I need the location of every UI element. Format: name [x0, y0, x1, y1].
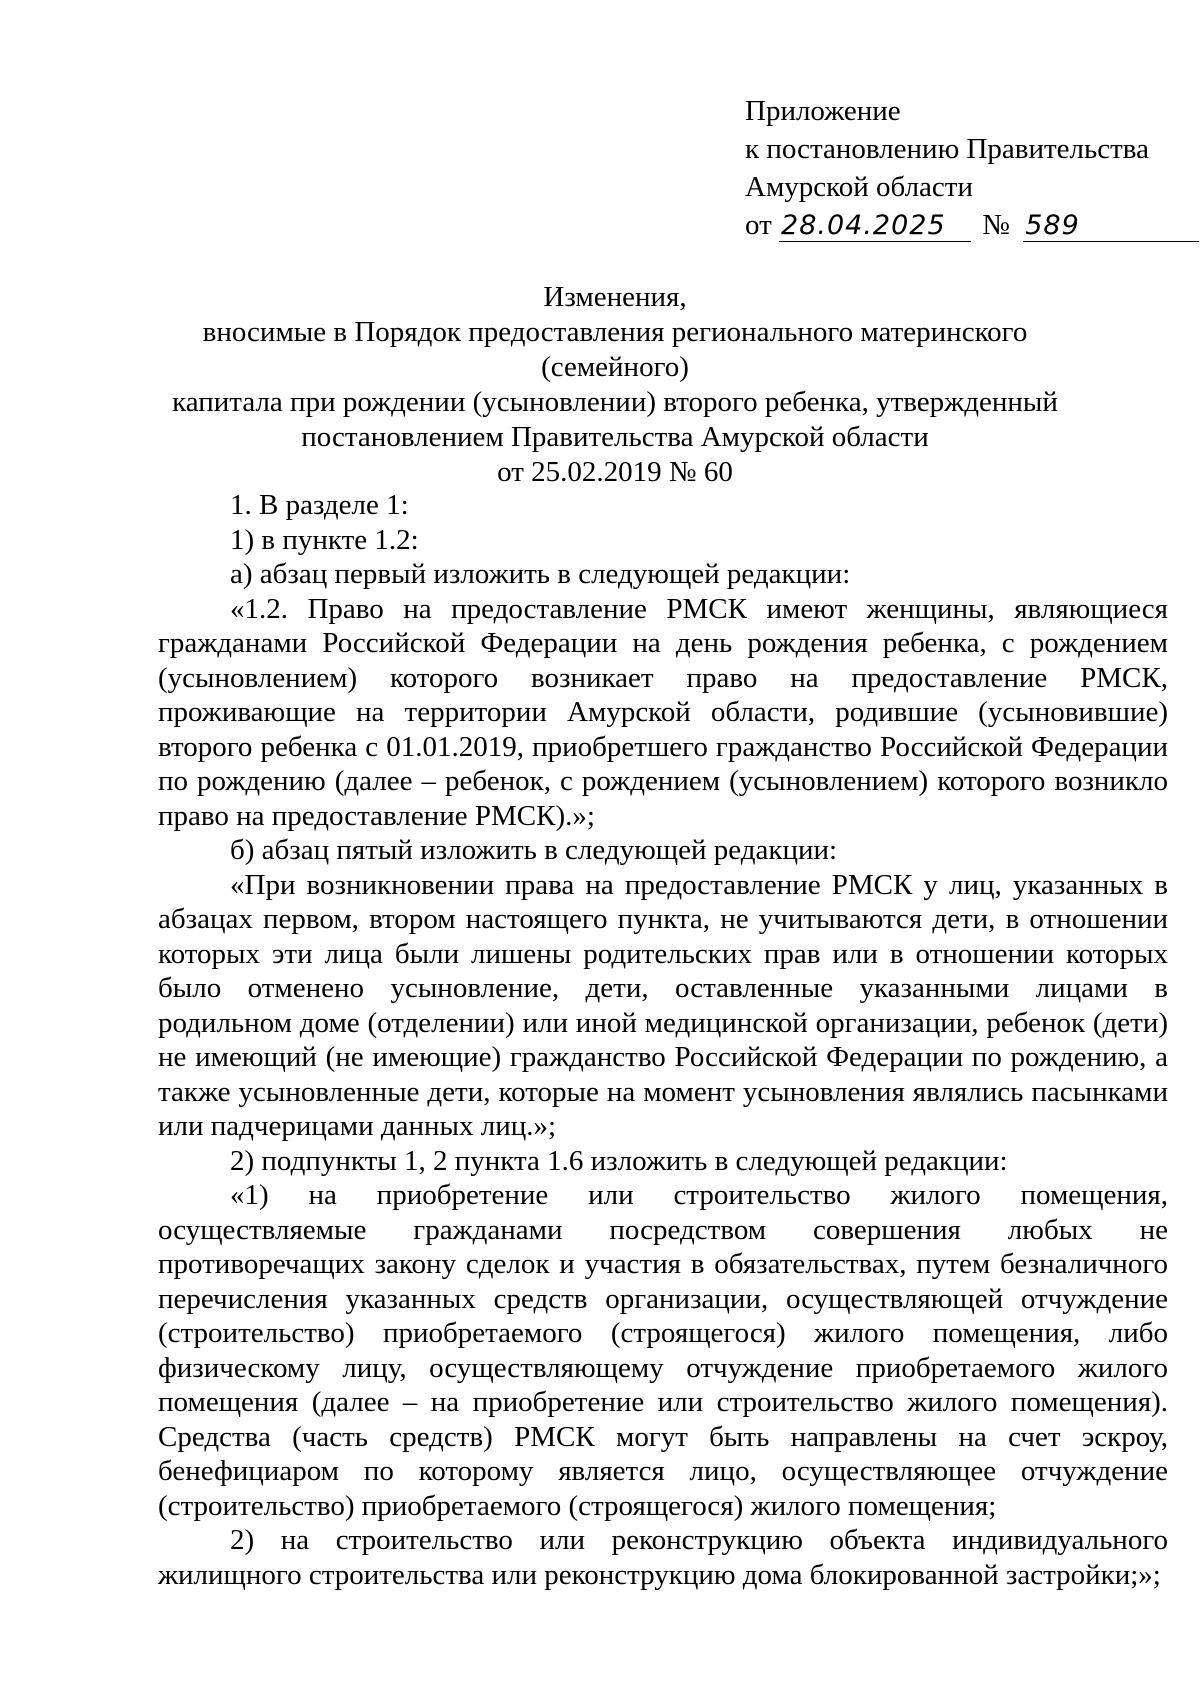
appendix-header: [745, 92, 1165, 244]
paragraph-quote-subitem-2: 2) на строительство или реконструкцию объекта индивидуального жилищного строительства или реконструкцию дома блокированной застройки;»;: [158, 1524, 1168, 1591]
appendix-date-number-line: [745, 206, 1165, 244]
paragraph-quote-1-2: «1.2. Право на предоставление РМСК имеют женщины, являющиеся гражданами Российской Федерации на день рождения ребенка, с рождением (усыновлением) которого возникает право на предоставление РМСК, проживающие на территории Амурской области, родившие (усыновившие) второго ребенка с 01.01.2019, приобретшего гражданство Российской Федерации по рождению (далее – ребенок, с рождением (усыновлением) которого возникло право на предоставление РМСК).»;: [158, 592, 1168, 832]
title-line-3: капитала при рождении (усыновлении) второго ребенка, утвержденный: [172, 386, 1058, 418]
handwritten-date: 28.04.2025: [781, 210, 946, 241]
handwritten-number: 589: [1025, 210, 1080, 241]
document-title: [150, 280, 1080, 490]
appendix-resolution-ref: к постановлению Правительства: [745, 133, 1149, 165]
number-sign: №: [982, 209, 1010, 241]
title-line-2: вносимые в Порядок предоставления регионального материнского (семейного): [202, 316, 1028, 383]
paragraph-quote-subitem-1: «1) на приобретение или строительство жилого помещения, осуществляемые гражданами посредством совершения любых не противоречащих закону сделок и участия в обязательствах, путем безналичного перечисления указанных средств организации, осуществляющей отчуждение (строительство) приобретаемого (строящегося) жилого помещения, либо физическому лицу, осуществляющему отчуждение приобретаемого жилого помещения (далее – на приобретение или строительство жилого помещения). Средства (часть средств) РМСК могут быть направлены на счет эскроу, бенефициаром по которому является лицо, осуществляющее отчуждение (строительство) приобретаемого (строящегося) жилого помещения;: [158, 1179, 1168, 1522]
title-line-1: Изменения,: [543, 281, 687, 313]
paragraph-subitem-a: а) абзац первый изложить в следующей редакции:: [230, 558, 851, 590]
appendix-region: Амурской области: [745, 171, 973, 203]
date-prefix: от: [745, 209, 772, 241]
paragraph-item-1: 1) в пункте 1.2:: [230, 523, 419, 556]
paragraph-quote-rights: «При возникновении права на предоставление РМСК у лиц, указанных в абзацах первом, втором настоящего пункта, не учитываются дети, в отношении которых эти лица были лишены родительских прав или в отношении которых было отменено усыновление, дети, оставленные указанными лицами в родильном доме (отделении) или иной медицинской организации, ребенок (дети) не имеющий (не имеющие) гражданство Российской Федерации по рождению, а также усыновленные дети, которые на момент усыновления являлись пасынками или падчерицами данных лиц.»;: [158, 868, 1168, 1142]
paragraph-section-1: 1. В разделе 1:: [230, 489, 409, 521]
title-line-4: постановлением Правительства Амурской области: [301, 421, 929, 453]
document-body: [158, 488, 1168, 1592]
number-field: [1023, 210, 1199, 242]
title-line-5: от 25.02.2019 № 60: [497, 456, 733, 488]
paragraph-item-2: 2) подпункты 1, 2 пункта 1.6 изложить в следующей редакции:: [230, 1144, 1008, 1177]
paragraph-subitem-b: б) абзац пятый изложить в следующей редакции:: [230, 834, 838, 866]
appendix-label: Приложение: [745, 95, 901, 127]
date-field: [779, 210, 971, 242]
